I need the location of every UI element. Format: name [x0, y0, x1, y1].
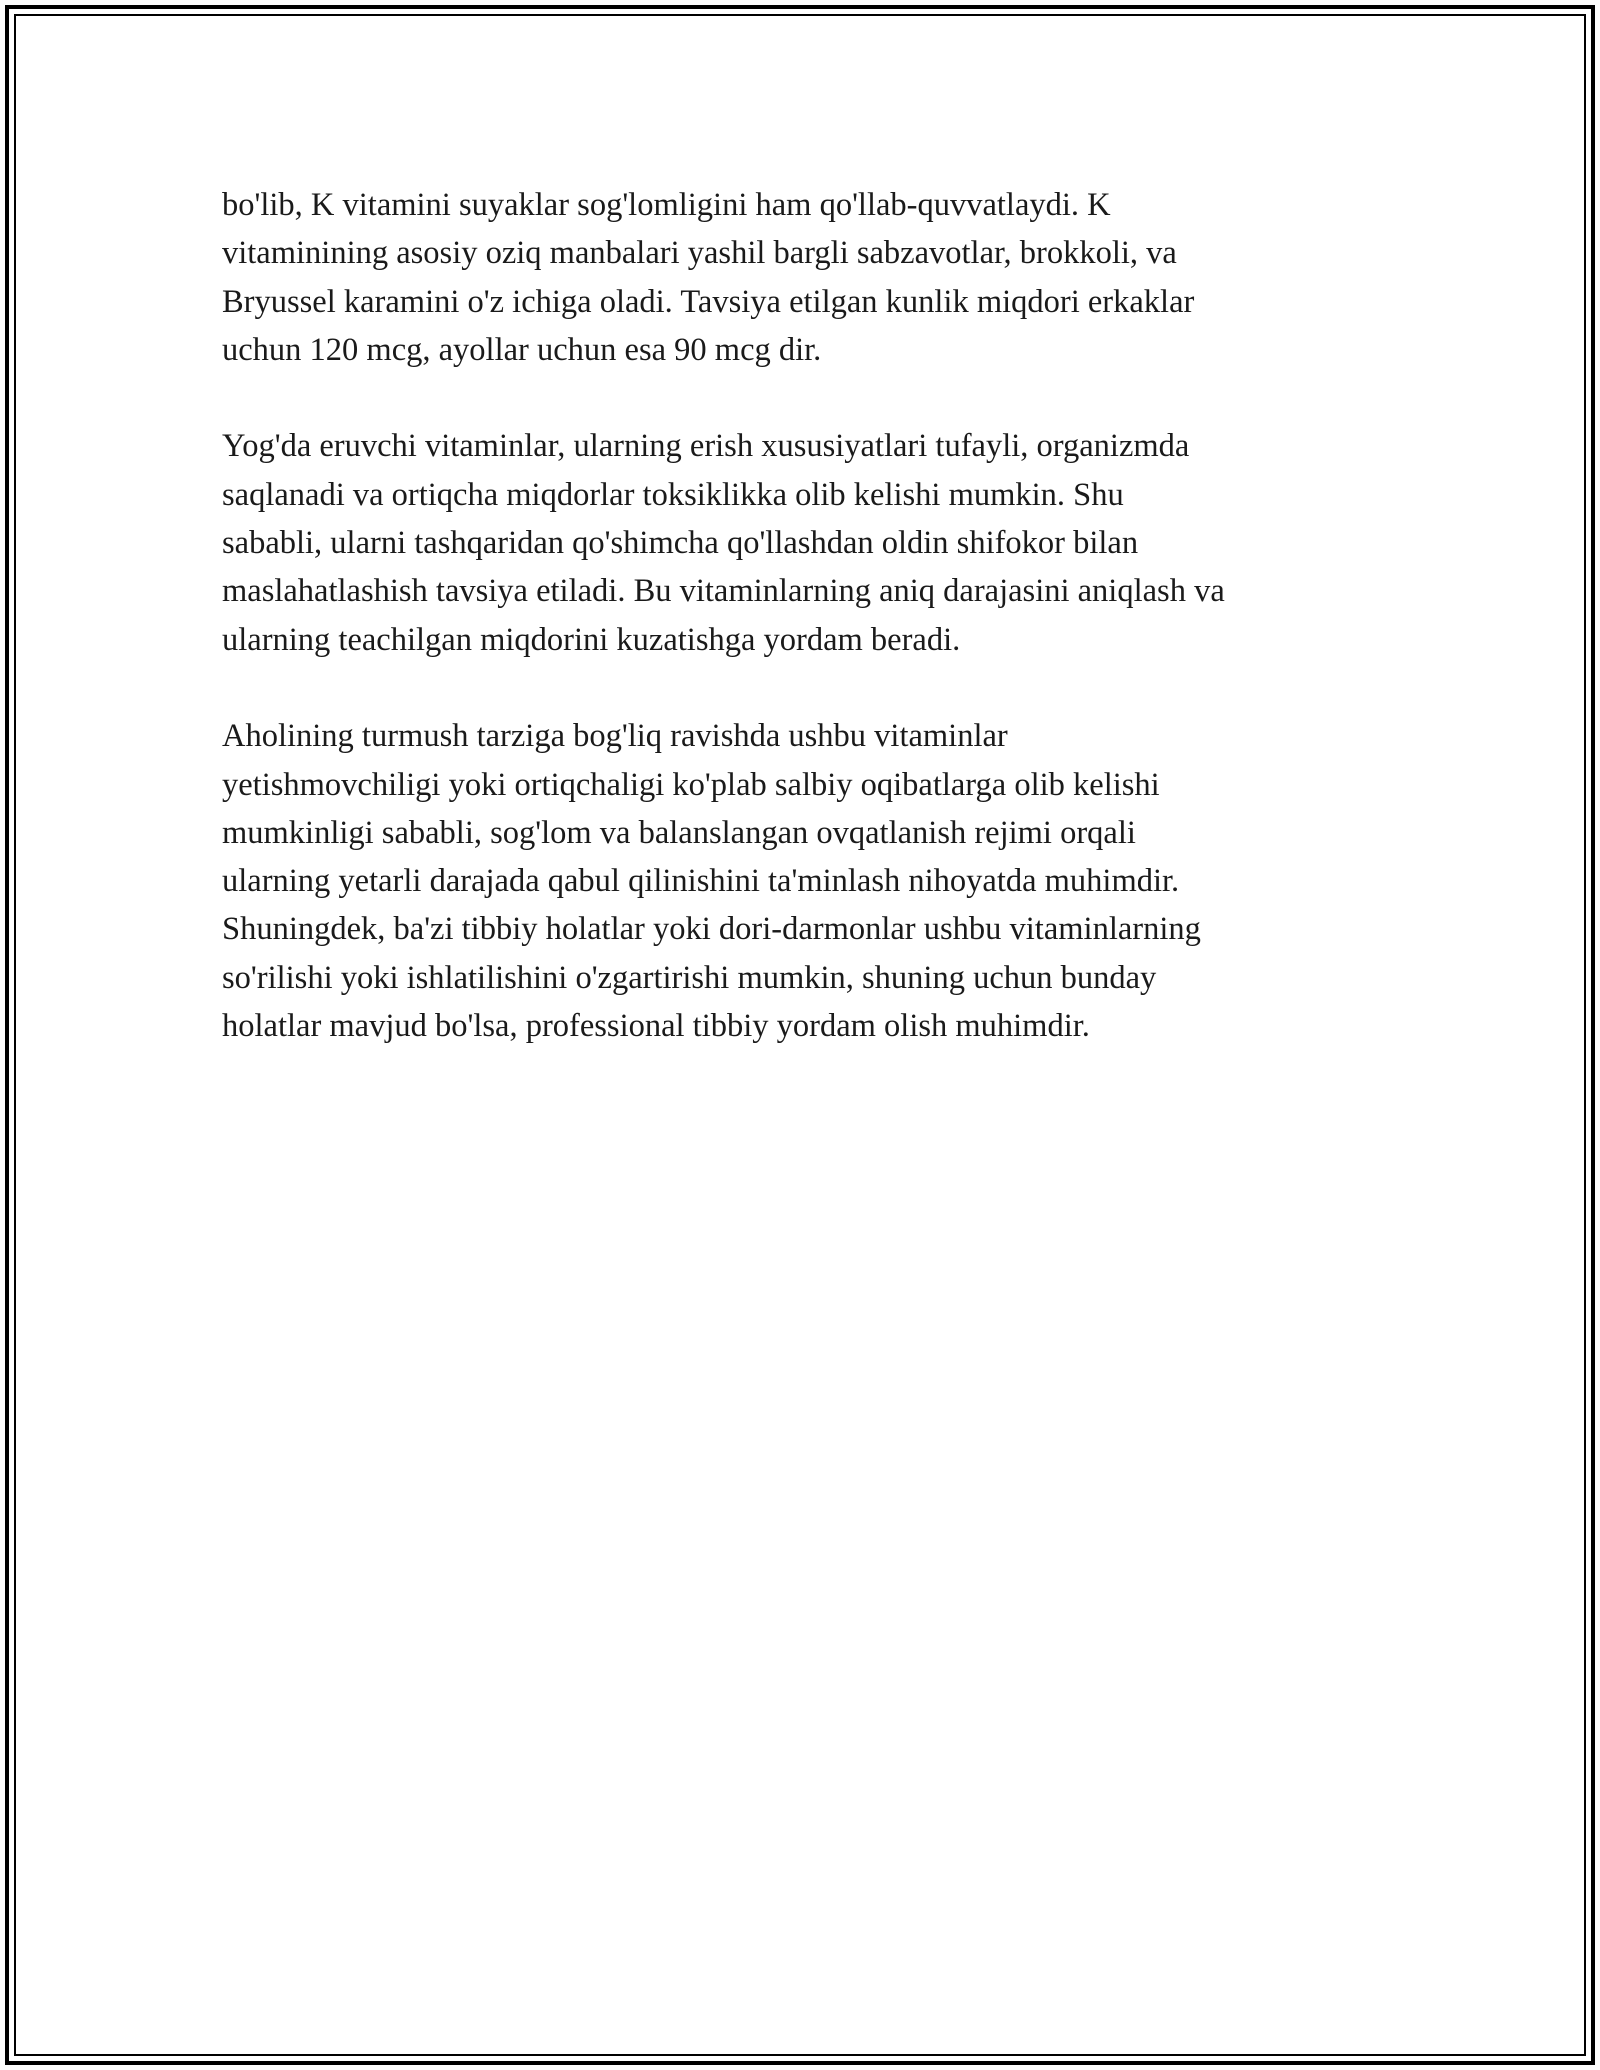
- document-body: [222, 181, 1392, 1099]
- text-line: holatlar mavjud bo'lsa, professional tibbiy yordam olish muhimdir.: [222, 1008, 1090, 1045]
- text-line: vitaminining asosiy oziq manbalari yashil bargli sabzavotlar, brokkoli, va: [222, 235, 1177, 272]
- text-line: Bryussel karamini o'z ichiga oladi. Tavsiya etilgan kunlik miqdori erkaklar: [222, 283, 1195, 320]
- paragraph-fat-soluble: [222, 422, 1392, 663]
- text-line: sababli, ularni tashqaridan qo'shimcha qo'llashdan oldin shifokor bilan: [222, 525, 1139, 562]
- paragraph-vitamin-k: [222, 181, 1392, 374]
- text-line: ularning teachilgan miqdorini kuzatishga yordam beradi.: [222, 621, 961, 658]
- text-line: Shuningdek, ba'zi tibbiy holatlar yoki dori-darmonlar ushbu vitaminlarning: [222, 911, 1201, 948]
- text-line: maslahatlashish tavsiya etiladi. Bu vitaminlarning aniq darajasini aniqlash va: [222, 573, 1225, 610]
- paragraph-lifestyle: [222, 712, 1392, 1050]
- text-line: bo'lib, K vitamini suyaklar sog'lomligini ham qo'llab-quvvatlaydi. K: [222, 187, 1111, 223]
- text-line: uchun 120 mcg, ayollar uchun esa 90 mcg dir.: [222, 331, 822, 368]
- text-line: yetishmovchiligi yoki ortiqchaligi ko'plab salbiy oqibatlarga olib kelishi: [222, 766, 1160, 803]
- text-line: Aholining turmush tarziga bog'liq ravishda ushbu vitaminlar: [222, 718, 1008, 755]
- text-line: mumkinligi sababli, sog'lom va balanslangan ovqatlanish rejimi orqali: [222, 814, 1136, 851]
- text-line: so'rilishi yoki ishlatilishini o'zgartirishi mumkin, shuning uchun bunday: [222, 959, 1157, 996]
- text-line: ularning yetarli darajada qabul qilinishini ta'minlash nihoyatda muhimdir.: [222, 863, 1180, 900]
- text-line: saqlanadi va ortiqcha miqdorlar toksiklikka olib kelishi mumkin. Shu: [222, 476, 1124, 513]
- text-line: Yog'da eruvchi vitaminlar, ularning erish xususiyatlari tufayli, organizmda: [222, 428, 1190, 465]
